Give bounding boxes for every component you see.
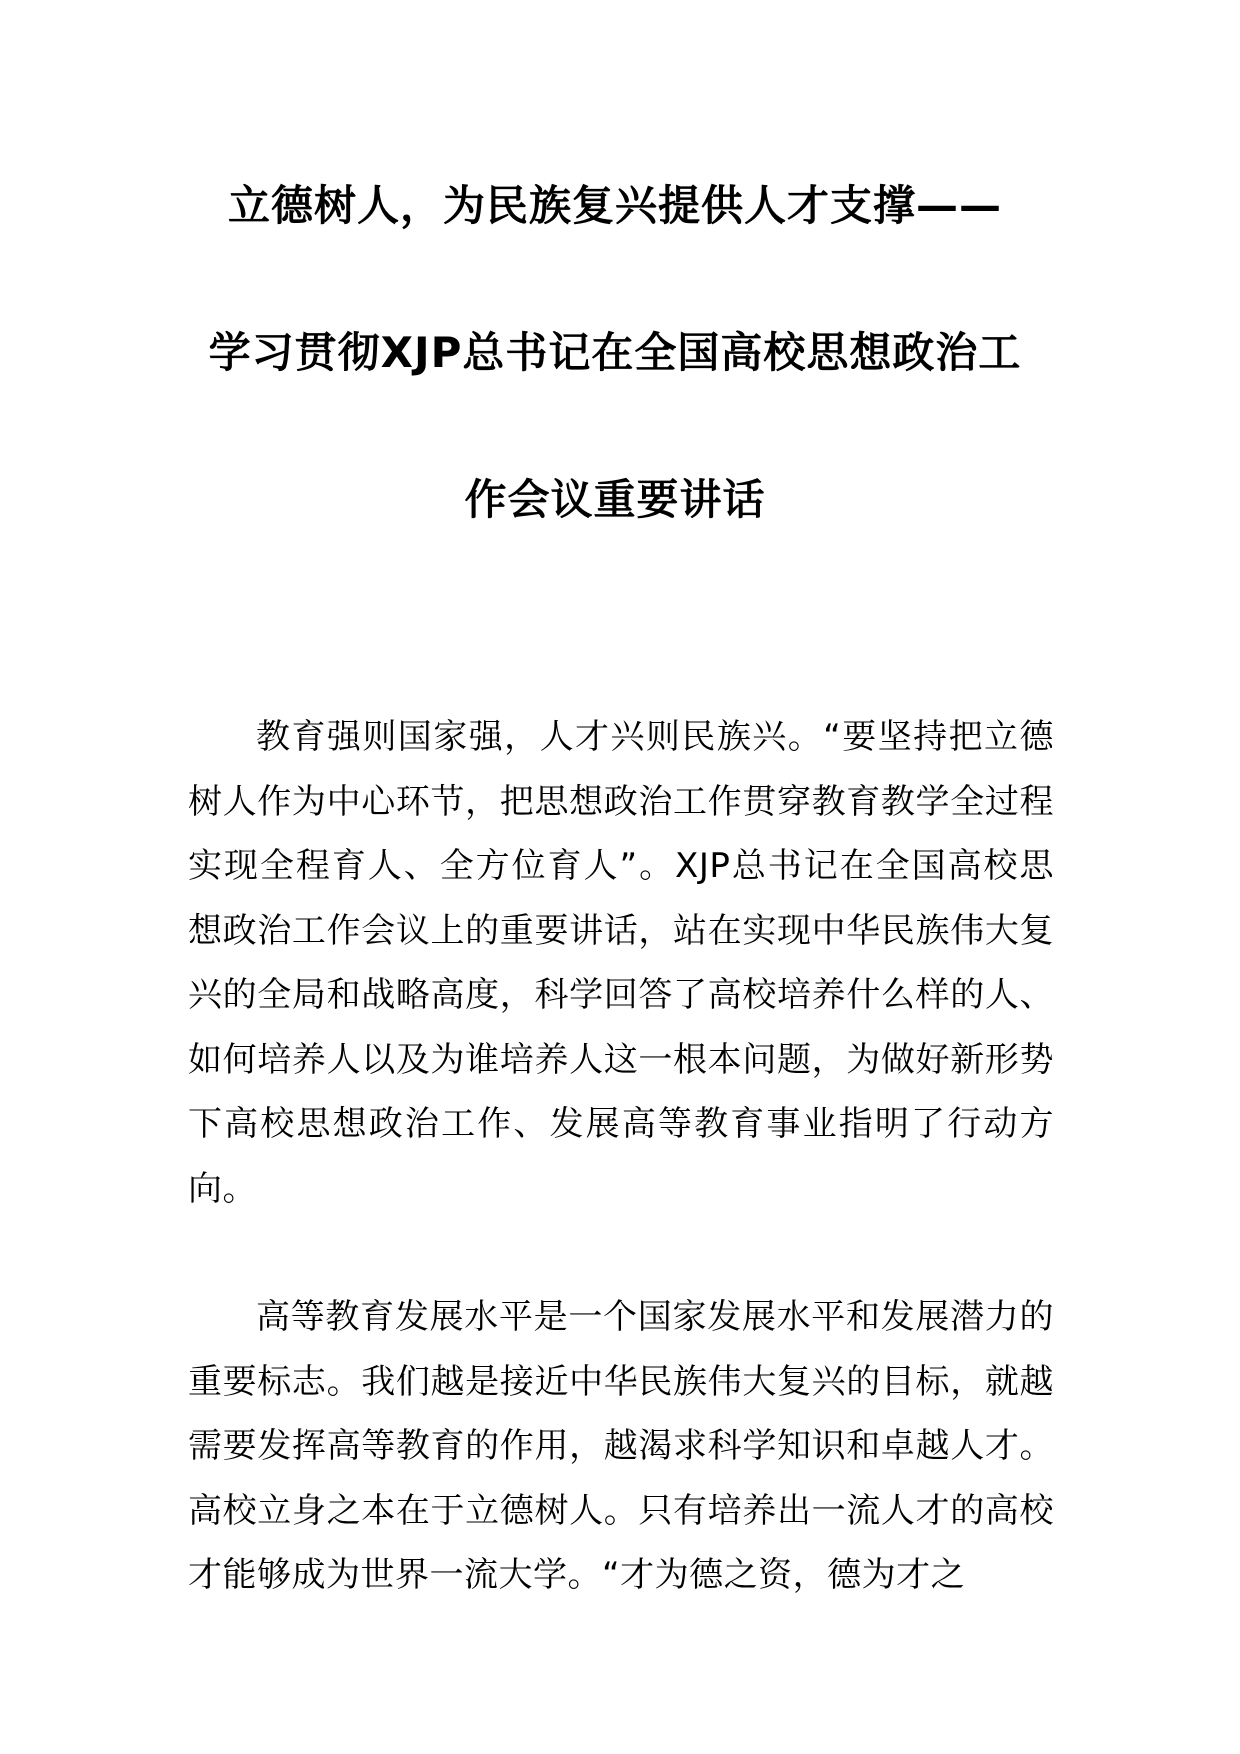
title-line-2: 学习贯彻XJP总书记在全国高校思想政治工 [208, 328, 1022, 377]
title-line-3: 作会议重要讲话 [464, 475, 766, 524]
paragraph-1: 教育强则国家强，人才兴则民族兴。“要坚持把立德树人作为中心环节，把思想政治工作贯穿教育教学全过程实现全程育人、全方位育人”。XJP总书记在全国高校思想政治工作会议上的重要讲话，站在实现中华民族伟大复兴的全局和战略高度，科学回答了高校培养什么样的人、如何培养人以及为谁培养人这一根本问题，为做好新形势下高校思想政治工作、发展高等教育事业指明了行动方向。 [188, 717, 1054, 1209]
document-body [188, 705, 1054, 1608]
title-line-1: 立德树人，为民族复兴提供人才支撑—— [227, 181, 1002, 230]
document-title [170, 180, 1060, 526]
paragraph-2: 高等教育发展水平是一个国家发展水平和发展潜力的重要标志。我们越是接近中华民族伟大复兴的目标，就越需要发挥高等教育的作用，越渴求科学知识和卓越人才。高校立身之本在于立德树人。只有培养出一流人才的高校才能够成为世界一流大学。“才为德之资，德为才之 [188, 1297, 1054, 1595]
